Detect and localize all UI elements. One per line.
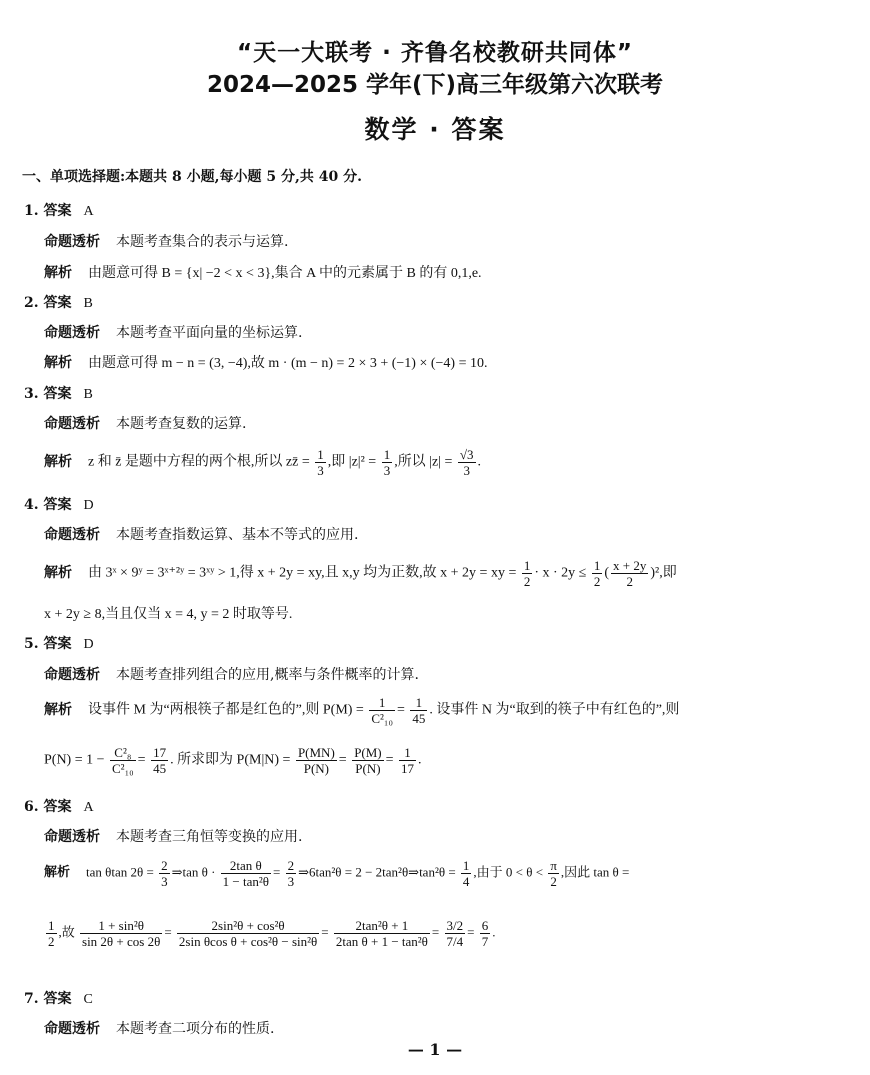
fraction: $\frac{\text{1 + sin²θ}}{\sin 2\theta + \cos 2\theta}$ bbox=[82, 918, 161, 949]
q4-analysis: 解析 由 3ˣ × 9ʸ = 3ˣ⁺²ʸ = 3ˣʸ > 1,得 x + 2y = xy,且 x,y 均为正数,故 x + 2y = xy = $\frac{1}{2}$ · x · 2y ≤ $\frac{1}{2}$ ( $\frac{x + 2y}{2}$ )²,即 bbox=[44, 558, 677, 589]
fraction: $\frac{1}{3}$ bbox=[317, 447, 324, 478]
q2-analysis: 解析 由题意可得 m − n = (3, −4),故 m · (m − n) = 2 × 3 + (−1) × (−4) = 10. bbox=[44, 355, 488, 371]
q5-analysis-cont: P(N) = 1 − $\frac{\text{C²₈}}{\text{C²₁₀}}$ = $\frac{17}{45}$ . 所求即为 P(M|N) = $\frac{P(MN)}{P(N)}$ = $\frac{P(M)}{P(N)}$ = $\frac{1}{17}$ . bbox=[44, 745, 422, 776]
fraction: $\frac{\text{C²₈}}{\text{C²₁₀}}$ bbox=[112, 745, 134, 776]
fraction: $\frac{17}{45}$ bbox=[153, 745, 167, 776]
q1-answer: 1. 答案 A bbox=[24, 203, 94, 219]
q1-intent: 命题透析 本题考查集合的表示与运算. bbox=[44, 234, 289, 250]
fraction: $\frac{\text{2sin²θ + cos²θ}}{\text{2sin θcos θ + cos²θ − sin²θ}}$ bbox=[178, 918, 318, 949]
q2-intent: 命题透析 本题考查平面向量的坐标运算. bbox=[44, 325, 303, 341]
fraction: $\frac{\text{2tan θ}}{\text{1 − tan²θ}}$ bbox=[222, 858, 270, 889]
q4-answer: 4. 答案 D bbox=[24, 497, 94, 513]
fraction: $\frac{P(M)}{P(N)}$ bbox=[354, 745, 382, 776]
exam-alliance-title: “天一大联考 · 齐鲁名校教研共同体” bbox=[237, 40, 633, 66]
q5-intent: 命题透析 本题考查排列组合的应用,概率与条件概率的计算. bbox=[44, 667, 419, 683]
q7-intent: 命题透析 本题考查二项分布的性质. bbox=[44, 1021, 275, 1037]
fraction: $\frac{6}{7}$ bbox=[481, 918, 489, 949]
subject-title: 数学 · 答案 bbox=[364, 115, 506, 144]
fraction: $\frac{P(MN)}{P(N)}$ bbox=[297, 745, 335, 776]
q6-answer: 6. 答案 A bbox=[24, 799, 94, 815]
fraction: $\frac{1}{\text{C²₁₀}}$ bbox=[371, 695, 393, 726]
q6-intent: 命题透析 本题考查三角恒等变换的应用. bbox=[44, 829, 303, 845]
fraction: $\frac{1}{4}$ bbox=[462, 858, 470, 889]
q5-analysis: 解析 设事件 M 为“两根筷子都是红色的”,则 P(M) = $\frac{1}{\text{C²₁₀}}$ = $\frac{1}{45}$ . 设事件 N 为“取到的筷子中有红色的”,则 bbox=[44, 695, 680, 726]
q4-intent: 命题透析 本题考查指数运算、基本不等式的应用. bbox=[44, 527, 359, 543]
fraction: $\frac{1}{17}$ bbox=[401, 745, 415, 776]
q3-analysis: 解析 z 和 z̄ 是题中方程的两个根,所以 zz̄ = $\frac{1}{3}$ ,即 |z|² = $\frac{1}{3}$ ,所以 |z| = $\frac{√3}{3}$ . bbox=[44, 447, 482, 478]
q3-intent: 命题透析 本题考查复数的运算. bbox=[44, 416, 247, 432]
fraction: $\frac{\text{2tan²θ + 1}}{\text{2tan θ + 1 − tan²θ}}$ bbox=[335, 918, 428, 949]
q6-analysis-cont: $\frac{1}{2}$ ,故 $\frac{\text{1 + sin²θ}}{\sin 2\theta + \cos 2\theta}$ = $\frac{\text{2sin²θ + cos²θ}}{\text{2sin θcos θ + cos²θ − sin²θ}}$ = $\frac{\text{2tan²θ + 1}}{\text{2tan θ + 1 − tan²θ}}$ = $\frac{3/2}{7/4}$ = $\frac{6}{7}$ . bbox=[48, 918, 496, 949]
q1-analysis: 解析 由题意可得 B = {x| −2 < x < 3},集合 A 中的元素属于 B 的有 0,1,e. bbox=[44, 265, 482, 281]
page-number: — 1 — bbox=[407, 1040, 463, 1059]
q2-answer: 2. 答案 B bbox=[24, 295, 93, 311]
fraction: $\frac{x + 2y}{2}$ bbox=[613, 558, 647, 589]
section-heading: 一、单项选择题:本题共 8 小题,每小题 5 分,共 40 分. bbox=[22, 169, 362, 185]
fraction: $\frac{2}{3}$ bbox=[287, 858, 295, 889]
q6-analysis: 解析 tan θtan 2θ = $\frac{2}{3}$ ⇒tan θ · $\frac{\text{2tan θ}}{\text{1 − tan²θ}}$ = $\frac{2}{3}$ ⇒6tan²θ = 2 − 2tan²θ⇒tan²θ = $\frac{1}{4}$ ,由于 0 < θ < $\frac{\pi}{2}$ ,因此 tan θ = bbox=[44, 858, 630, 889]
fraction: $\frac{√3}{3}$ bbox=[459, 447, 474, 478]
fraction: $\frac{1}{2}$ bbox=[593, 558, 601, 589]
q5-answer: 5. 答案 D bbox=[24, 636, 94, 652]
q7-answer: 7. 答案 C bbox=[24, 991, 93, 1007]
exam-session-title: 2024—2025 学年(下)高三年级第六次联考 bbox=[206, 72, 664, 98]
fraction: $\frac{1}{3}$ bbox=[383, 447, 391, 478]
fraction: $\frac{\pi}{2}$ bbox=[550, 858, 557, 889]
fraction: $\frac{3/2}{7/4}$ bbox=[446, 918, 464, 949]
q4-analysis-cont: x + 2y ≥ 8,当且仅当 x = 4, y = 2 时取等号. bbox=[44, 607, 293, 622]
fraction: $\frac{1}{2}$ bbox=[523, 558, 531, 589]
fraction: $\frac{1}{2}$ bbox=[48, 918, 55, 949]
fraction: $\frac{2}{3}$ bbox=[161, 858, 168, 889]
fraction: $\frac{1}{45}$ bbox=[412, 695, 426, 726]
q3-answer: 3. 答案 B bbox=[24, 386, 93, 402]
